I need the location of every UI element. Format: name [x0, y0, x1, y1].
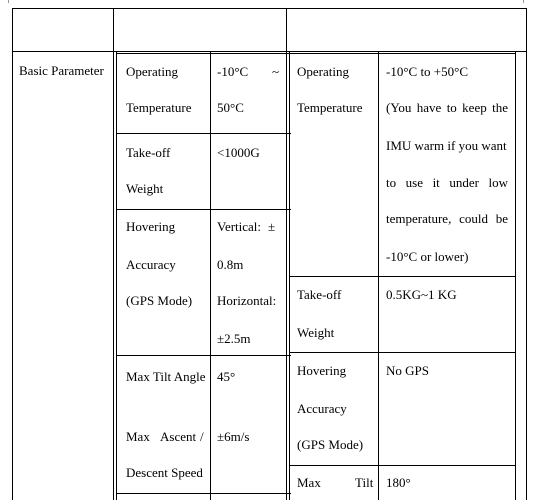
param-label: Weight	[126, 181, 164, 196]
word: keep	[462, 100, 487, 115]
word: could	[459, 211, 488, 226]
page-corner-marker-right	[523, 0, 524, 3]
param-value: ±2.5m	[217, 331, 251, 346]
param-label: Operating	[297, 64, 349, 79]
word: to	[386, 175, 397, 190]
param-value: IMU warm if you want	[386, 138, 507, 153]
word: (You	[386, 100, 412, 115]
param-value: No GPS	[386, 363, 429, 378]
word: under	[449, 175, 479, 190]
param-label: Accuracy	[126, 257, 176, 272]
param-label: Hovering	[297, 363, 347, 378]
param-label: Temperature	[126, 100, 192, 115]
param-value: -10°C	[217, 64, 249, 79]
param-value: 180°	[386, 475, 411, 490]
param-value: Vertical:	[217, 219, 262, 234]
param-value: 0.5KG~1 KG	[386, 287, 457, 302]
param-label: Max Tilt Angle	[126, 369, 206, 384]
param-value: <1000G	[217, 145, 260, 160]
param-label: Take-off	[297, 287, 342, 302]
param-value: -10°C or lower)	[386, 249, 469, 264]
param-label: Descent Speed	[126, 465, 203, 480]
param-value-line	[386, 210, 508, 228]
word: have	[416, 100, 442, 115]
word: use	[405, 175, 424, 190]
param-label: Weight	[297, 325, 335, 340]
param-label: (GPS Mode)	[297, 437, 364, 452]
param-value: Horizontal:	[217, 293, 277, 308]
word: it	[432, 175, 440, 190]
param-value: 0.8m	[217, 257, 244, 272]
param-label: Take-off	[126, 145, 171, 160]
section-label: Basic Parameter	[19, 63, 104, 78]
word: low	[488, 175, 508, 190]
param-label: Hovering	[126, 219, 176, 234]
param-label: Accuracy	[297, 401, 347, 416]
param-value-line	[386, 99, 508, 117]
word: be	[495, 211, 508, 226]
param-value: 45°	[217, 369, 236, 384]
param-label: Ascent	[160, 429, 197, 444]
param-label: Operating	[126, 64, 178, 79]
page-corner-marker-left	[8, 0, 9, 3]
param-value: -10°C to +50°C	[386, 64, 469, 79]
word: the	[492, 100, 508, 115]
param-value-line	[386, 174, 508, 192]
param-label: Temperature	[297, 100, 363, 115]
param-label: /	[200, 429, 204, 444]
param-value: ±6m/s	[217, 429, 250, 444]
word: temperature,	[386, 211, 452, 226]
word: to	[446, 100, 457, 115]
param-label: Max	[126, 429, 150, 444]
param-label: Tilt	[355, 475, 374, 490]
param-value: 50°C	[217, 100, 244, 115]
param-value: ~	[272, 64, 280, 79]
param-label: (GPS Mode)	[126, 293, 193, 308]
param-value: ±	[268, 219, 276, 234]
param-label: Max	[297, 475, 321, 490]
